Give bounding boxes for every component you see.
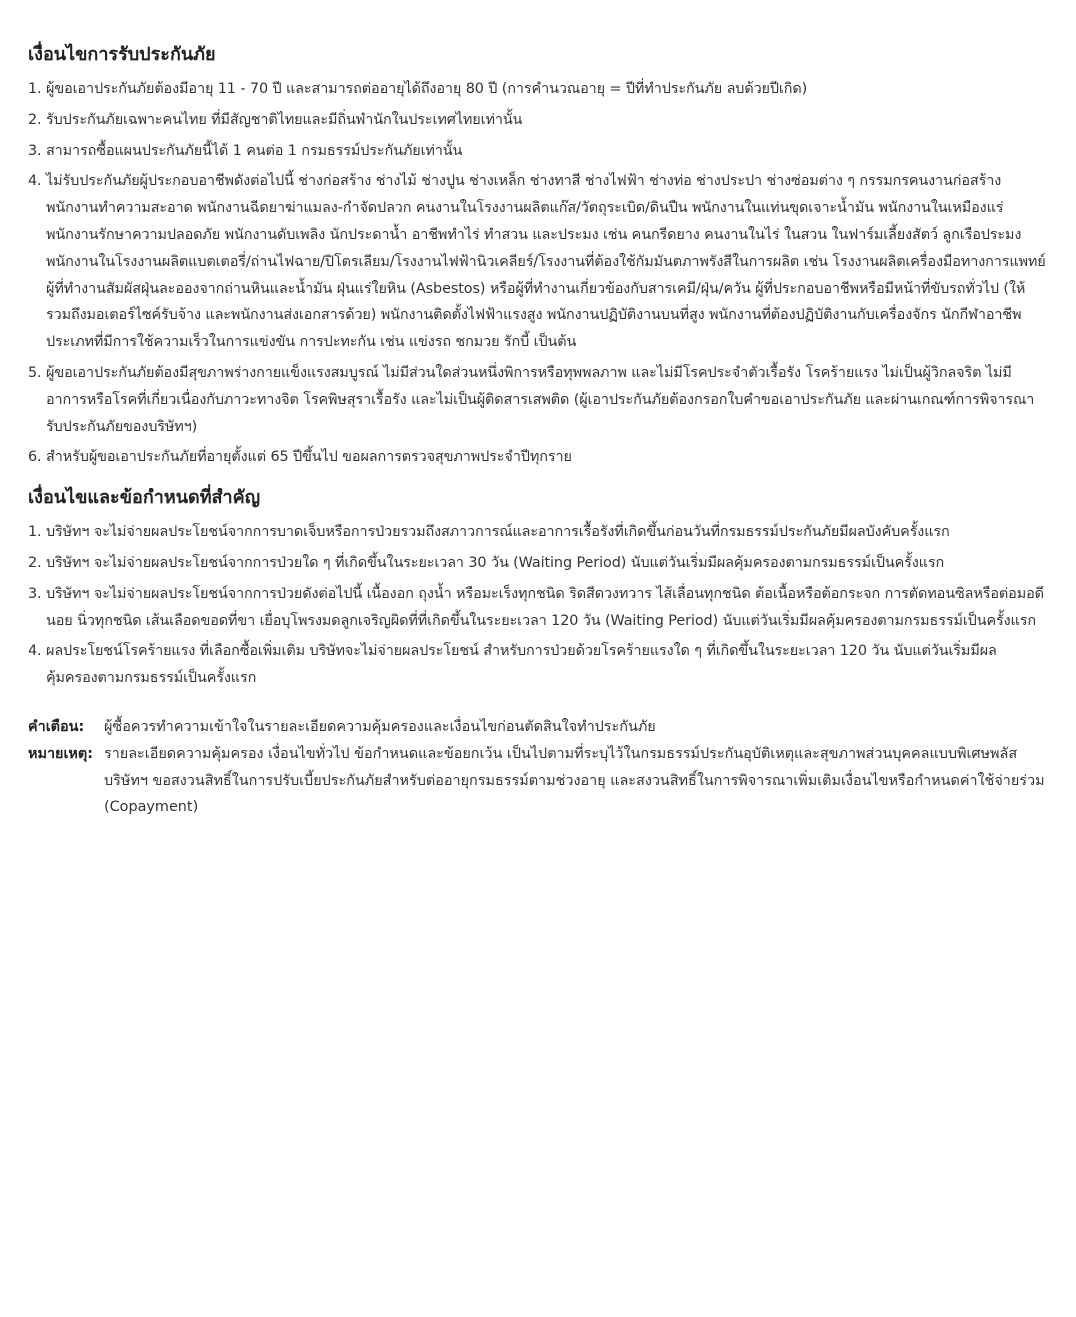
section-title: เงื่อนไขและข้อกำหนดที่สำคัญ xyxy=(28,487,261,509)
item-text: ผู้ขอเอาประกันภัยต้องมีสุขภาพร่างกายแข็งแรงสมบูรณ์ ไม่มีส่วนใดส่วนหนึ่งพิการหรือทุพพลภาพ และไม่มีโรคประจำตัวเรื้อรัง โรคร้ายแรง ไม่เป็นผู้วิกลจริต ไม่มีอาการหรือโรคที่เกี่ยวเนื่องกับภาวะทางจิต โรคพิษสุราเรื้อรัง และไม่เป็นผู้ติดสารเสพติด (ผู้เอาประกันภัยต้องกรอกใบคำขอเอาประกันภัย และผ่านเกณฑ์การพิจารณารับประกันภัยของบริษัทฯ) xyxy=(46,364,1035,435)
list-item xyxy=(28,444,1048,471)
item-number: 1. xyxy=(28,81,42,97)
warning-text: ผู้ซื้อควรทำความเข้าใจในรายละเอียดความคุ้มครองและเงื่อนไขก่อนตัดสินใจทำประกันภัย xyxy=(104,718,656,735)
remark-text: รายละเอียดความคุ้มครอง เงื่อนไขทั่วไป ข้อกำหนดและข้อยกเว้น เป็นไปตามที่ระบุไว้ในกรมธรรม์ประกันอุบัติเหตุและสุขภาพส่วนบุคคลแบบพิเศษพลัส บริษัทฯ ขอสงวนสิทธิ์ในการปรับเบี้ยประกันภัยสำหรับต่ออายุกรมธรรม์ตามช่วงอายุ และสงวนสิทธิ์ในการพิจารณาเพิ่มเติมเงื่อนไขหรือกำหนดค่าใช้จ่ายร่วม (Copayment) xyxy=(104,745,1045,816)
item-text: ผลประโยชน์โรคร้ายแรง ที่เลือกซื้อเพิ่มเติม บริษัทจะไม่จ่ายผลประโยชน์ สำหรับการป่วยด้วยโรคร้ายแรงใด ๆ ที่เกิดขึ้นในระยะเวลา 120 วัน นับแต่วันเริ่มมีผลคุ้มครองตามกรมธรรม์เป็นครั้งแรก xyxy=(46,643,997,687)
section-underwriting-conditions xyxy=(28,42,1048,471)
item-text: บริษัทฯ จะไม่จ่ายผลประโยชน์จากการบาดเจ็บหรือการป่วยรวมถึงสภาวการณ์และอาการเรื้อรังที่เกิดขึ้นก่อนวันที่กรมธรรม์ประกันภัยมีผลบังคับครั้งแรก xyxy=(46,524,950,541)
item-number: 4. xyxy=(28,173,42,190)
item-text: ผู้ขอเอาประกันภัยต้องมีอายุ 11 - 70 ปี และสามารถต่ออายุได้ถึงอายุ 80 ปี (การคำนวณอายุ = ปีที่ทำประกันภัย ลบด้วยปีเกิด) xyxy=(46,81,808,97)
remark-label: หมายเหตุ: xyxy=(28,745,93,762)
list-item xyxy=(28,107,1048,134)
item-text: บริษัทฯ จะไม่จ่ายผลประโยชน์จากการป่วยดังต่อไปนี้ เนื้องอก ถุงน้ำ หรือมะเร็งทุกชนิด ริดสีดวงทวาร ไส้เลื่อนทุกชนิด ต้อเนื้อหรือต้อกระจก การตัดทอนซิลหรือต่อมอดีนอย นิ่วทุกชนิด เส้นเลือดขอดที่ขา เยื่อบุโพรงมดลูกเจริญผิดที่ที่เกิดขึ้นในระยะเวลา 120 วัน (Waiting Period) นับแต่วันเริ่มมีผลคุ้มครองตามกรมธรรม์เป็นครั้งแรก xyxy=(46,585,1044,629)
list-item xyxy=(28,360,1048,440)
list-item xyxy=(28,168,1048,356)
list-item xyxy=(28,76,1048,103)
section-important-terms xyxy=(28,485,1048,692)
item-number: 1. xyxy=(28,524,42,541)
item-number: 2. xyxy=(28,111,42,128)
item-number: 6. xyxy=(28,449,42,466)
list-item xyxy=(28,638,1048,692)
remark-note xyxy=(28,741,1048,821)
section-title: เงื่อนไขการรับประกันภัย xyxy=(28,44,216,65)
item-number: 2. xyxy=(28,554,42,571)
item-text: รับประกันภัยเฉพาะคนไทย ที่มีสัญชาติไทยและมีถิ่นพำนักในประเทศไทยเท่านั้น xyxy=(46,111,523,128)
warning-note xyxy=(28,714,1048,741)
item-text: สำหรับผู้ขอเอาประกันภัยที่อายุตั้งแต่ 65 ปีขึ้นไป ขอผลการตรวจสุขภาพประจำปีทุกราย xyxy=(46,449,572,466)
item-number: 3. xyxy=(28,585,42,602)
list-item xyxy=(28,550,1048,577)
list-item xyxy=(28,581,1048,635)
notes-block xyxy=(28,714,1048,821)
item-number: 3. xyxy=(28,142,42,159)
terms-list xyxy=(28,519,1048,692)
item-number: 4. xyxy=(28,643,42,660)
list-item xyxy=(28,519,1048,546)
item-text: สามารถซื้อแผนประกันภัยนี้ได้ 1 คนต่อ 1 กรมธรรม์ประกันภัยเท่านั้น xyxy=(46,142,463,159)
condition-list xyxy=(28,76,1048,471)
warning-label: คำเตือน: xyxy=(28,718,85,735)
item-number: 5. xyxy=(28,364,42,381)
item-text: บริษัทฯ จะไม่จ่ายผลประโยชน์จากการป่วยใด ๆ ที่เกิดขึ้นในระยะเวลา 30 วัน (Waiting Period) นับแต่วันเริ่มมีผลคุ้มครองตามกรมธรรม์เป็นครั้งแรก xyxy=(46,554,945,571)
list-item xyxy=(28,138,1048,165)
item-text: ไม่รับประกันภัยผู้ประกอบอาชีพดังต่อไปนี้ ช่างก่อสร้าง ช่างไม้ ช่างปูน ช่างเหล็ก ช่างทาสี ช่างไฟฟ้า ช่างท่อ ช่างประปา ช่างซ่อมต่าง ๆ กรรมกรคนงานก่อสร้าง พนักงานทำความสะอาด พนักงานฉีดยาฆ่าแมลง-กำจัดปลวก คนงานในโรงงานผลิตแก๊ส/วัตถุระเบิด/ดินปืน พนักงานในแท่นขุดเจาะน้ำมัน พนักงานในเหมืองแร่ พนักงานรักษาความปลอดภัย พนักงานดับเพลิง นักประดาน้ำ อาชีพทำไร่ ทำสวน และประมง เช่น คนกรีดยาง คนงานในไร่ ในสวน ในฟาร์มเลี้ยงสัตว์ ลูกเรือประมง พนักงานในโรงงานผลิตแบตเตอรี่/ถ่านไฟฉาย/ปิโตรเลียม/โรงงานไฟฟ้านิวเคลียร์/โรงงานที่ต้องใช้กัมมันตภาพรังสีในการผลิต เช่น โรงงานผลิตเครื่องมือทางการแพทย์ผู้ที่ทำงานสัมผัสฝุ่นละอองจากถ่านหินและน้ำมัน ฝุ่นแร่ใยหิน (Asbestos) หรือผู้ที่ทำงานเกี่ยวข้องกับสารเคมี/ฝุ่น/ควัน ผู้ที่ประกอบอาชีพหรือมีหน้าที่ขับรถทั่วไป (ให้รวมถึงมอเตอร์ไซค์รับจ้าง และพนักงานส่งเอกสารด้วย) พนักงานติดตั้งไฟฟ้าแรงสูง พนักงานปฏิบัติงานบนที่สูง พนักงานที่ต้องปฏิบัติงานกับเครื่องจักร นักกีฬาอาชีพประเภทที่มีการใช้ความเร็วในการแข่งขัน การปะทะกัน เช่น แข่งรถ ชกมวย รักบี้ เป็นต้น xyxy=(46,173,1046,351)
